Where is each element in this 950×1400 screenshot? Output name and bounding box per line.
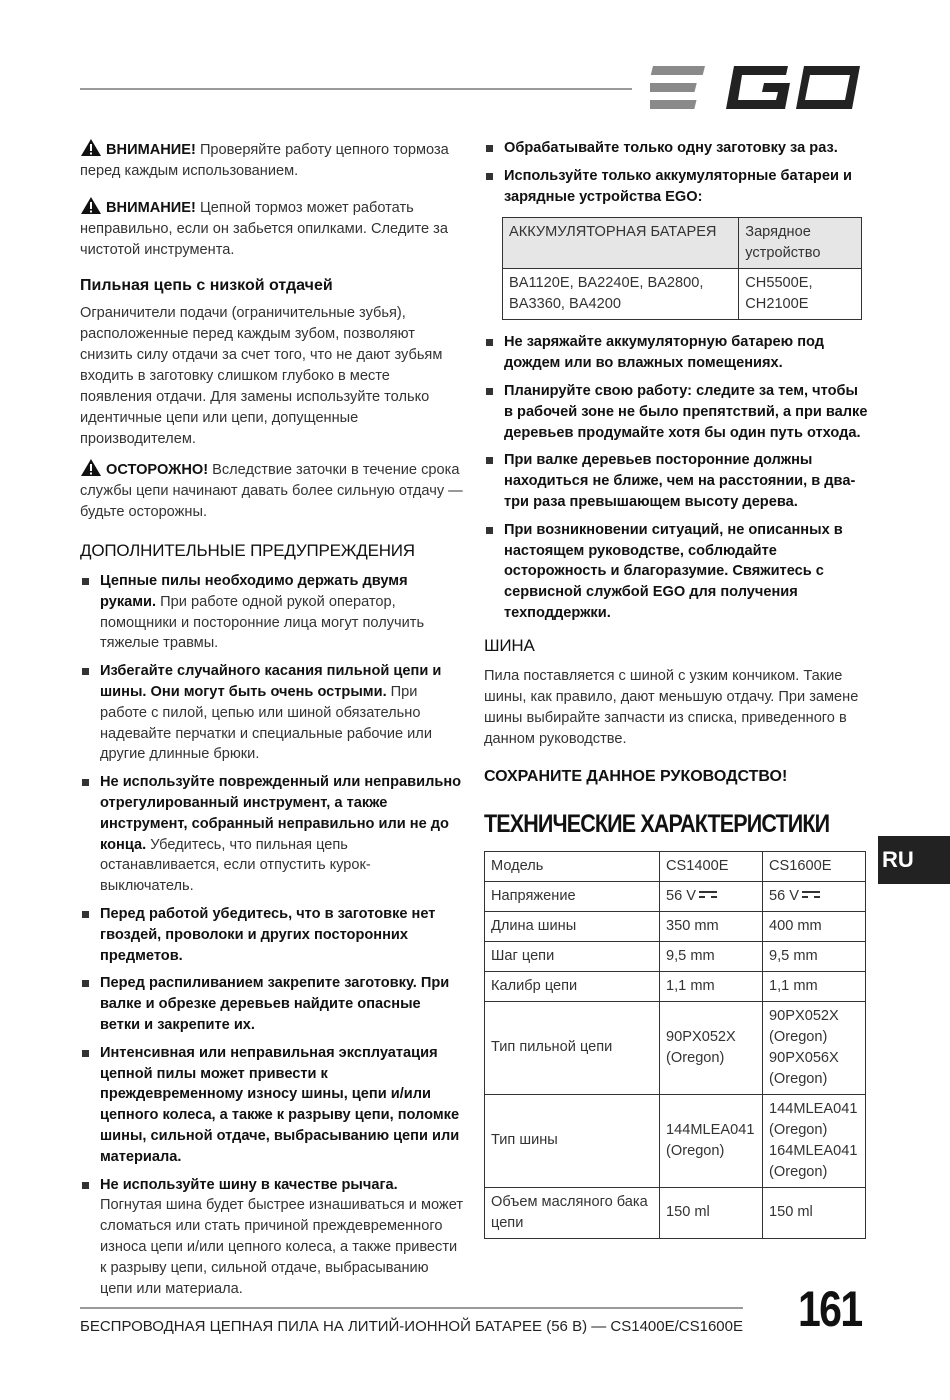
list-item-bold: При валке деревьев посторонние должны находиться не ближе, чем на расстоянии, в два-три раза превышающем высоту дерева. [504, 452, 856, 510]
spec-value [763, 971, 866, 1001]
spec-value [763, 941, 866, 971]
spec-row [485, 851, 866, 881]
list-item-bold: Перед распиливанием закрепите заготовку. При валке и обрезке деревьев найдите опасные ветки и закрепите их. [100, 975, 450, 1033]
list-item-bold: Не используйте поврежденный или неправильно отрегулированный инструмент, а также инструмент, собранный неправильно или не до конца. [100, 774, 462, 853]
warning-brake-check [80, 138, 463, 182]
spec-label [485, 881, 660, 911]
right-top-list [484, 138, 869, 207]
spec-cell-text: Напряжение [491, 887, 576, 904]
right-bottom-list [484, 332, 869, 623]
list-item [80, 661, 463, 765]
warning-brake-sawdust [80, 196, 463, 261]
battery-charger-table [502, 217, 862, 320]
spec-value [660, 941, 763, 971]
warning-label: ВНИМАНИЕ! [106, 200, 196, 216]
save-manual-text: СОХРАНИТЕ ДАННОЕ РУКОВОДСТВО! [484, 767, 788, 785]
spec-cell-text: Тип шины [491, 1132, 558, 1149]
dc-current-icon [802, 891, 820, 899]
page-number: 161 [798, 1281, 862, 1337]
caution-label: ОСТОРОЖНО! [106, 462, 209, 478]
spec-label [485, 1094, 660, 1187]
spec-cell-text: 9,5 mm [666, 947, 715, 964]
warning-text: Проверяйте работу цепного тормоза перед каждым использованием. [80, 142, 449, 179]
spec-value [660, 881, 763, 911]
spec-row [485, 1187, 866, 1238]
spec-value [660, 851, 763, 881]
list-item-text: Убедитесь, что пильная цепь останавливается, если отпустить курок-выключатель. [100, 836, 371, 895]
spec-cell-text: Шаг цепи [491, 947, 555, 964]
spec-row [485, 1094, 866, 1187]
spec-cell-text: 1,1 mm [769, 977, 818, 994]
spec-cell-text: Калибр цепи [491, 977, 578, 994]
battery-header: АККУМУЛЯТОРНАЯ БАТАРЕЯ [503, 218, 739, 269]
spec-label [485, 851, 660, 881]
spec-label [485, 941, 660, 971]
list-item [80, 973, 463, 1035]
list-item-bold: Интенсивная или неправильная эксплуатация цепной пилы может привести к преждевременному износу шины, цепи и/или цепного колеса, а также к разрыву цепи, поломке шины, сильной отдаче, выбрасыванию цепи или материала. [100, 1044, 460, 1165]
spec-value [763, 911, 866, 941]
spec-cell-text: 144MLEA041 (Oregon) 164MLEA041 (Oregon) [769, 1100, 858, 1180]
list-item-bold: Избегайте случайного касания пильной цепи и шины. Они могут быть очень острыми. [100, 663, 442, 700]
ego-logo [650, 62, 865, 114]
warning-triangle-icon [80, 196, 102, 215]
footer-title: БЕСПРОВОДНАЯ ЦЕПНАЯ ПИЛА НА ЛИТИЙ-ИОННОЙ БАТАРЕЕ (56 В) — CS1400E/CS1600E [80, 1318, 743, 1335]
spec-label [485, 1187, 660, 1238]
spec-cell-text: 90PX052X (Oregon) 90PX056X (Oregon) [769, 1007, 839, 1087]
battery-models: BA1120E, BA2240E, BA2800, BA3360, BA4200 [503, 269, 739, 320]
list-item [484, 138, 869, 159]
list-item-bold: Используйте только аккумуляторные батареи и зарядные устройства EGO: [504, 167, 852, 205]
list-item-bold: Перед работой убедитесь, что в заготовке нет гвоздей, проволоки и других посторонних предметов. [100, 905, 436, 964]
spec-label [485, 1001, 660, 1094]
header-rule [80, 88, 632, 90]
list-item [80, 1175, 463, 1300]
spec-value [660, 1094, 763, 1187]
list-item [80, 904, 463, 966]
list-item [484, 332, 869, 374]
spec-value [763, 1094, 866, 1187]
bar-text: Пила поставляется с шиной с узким кончиком. Такие шины, как правило, дают меньшую отдачу. При замене шины выбирайте запчасти из списка, приведенного в данном руководстве. [484, 667, 859, 747]
spec-cell-text: Модель [491, 857, 544, 874]
spec-value [763, 851, 866, 881]
spec-row [485, 1001, 866, 1094]
list-item-text: Погнутая шина будет быстрее изнашиваться и может сломаться или стать причиной преждевременного износа цепи и/или цепного колеса, а также привести к разрыву цепи, сильной отдаче, выбрасыванию цепи или материала. [100, 1197, 464, 1297]
low-kickback-text: Ограничители подачи (ограничительные зубья), расположенные перед каждым зубом, позволяют снизить силу отдачи за счет того, что не дают зубьям входить в заготовку слишком глубоко в месте появления отдачи. Для замены используйте только идентичные цепи или цепи, допущенные производителем. [80, 305, 443, 447]
list-item-text: При работе одной рукой оператор, помощники и посторонние лица могут получить тяжелые травмы. [100, 593, 425, 652]
dc-current-icon [699, 891, 717, 899]
charger-models: CH5500E, CH2100E [739, 269, 862, 320]
warning-label: ВНИМАНИЕ! [106, 142, 196, 158]
caution-sharpening [80, 458, 463, 523]
footer-rule [80, 1307, 743, 1309]
spec-cell-text: 150 ml [666, 1204, 710, 1221]
list-item-bold: Не заряжайте аккумуляторную батарею под дождем или во влажных помещениях. [504, 334, 824, 372]
specifications-table [484, 851, 866, 1239]
list-item-text: При работе с пилой, цепью или шиной обязательно надевайте перчатки и специальные рабочие или другие длинные брюки. [100, 683, 432, 763]
spec-cell-text: 144MLEA041 (Oregon) [666, 1121, 755, 1159]
spec-cell-text: 56 V [666, 887, 697, 904]
list-item-bold: Обрабатывайте только одну заготовку за раз. [504, 140, 838, 156]
spec-value [660, 1001, 763, 1094]
list-item [80, 1043, 463, 1168]
left-column [80, 138, 463, 1306]
list-item-bold: При возникновении ситуаций, не описанных в настоящем руководстве, соблюдайте осторожность и благоразумие. Свяжитесь с сервисной службой EGO для получения техподдержки. [504, 521, 843, 621]
spec-cell-text: 150 ml [769, 1204, 813, 1221]
spec-cell-text: 350 mm [666, 917, 719, 934]
spec-value [763, 881, 866, 911]
spec-value [660, 971, 763, 1001]
charger-header: Зарядное устройство [739, 218, 862, 269]
spec-row [485, 971, 866, 1001]
spec-row [485, 941, 866, 971]
list-item [484, 166, 869, 208]
spec-cell-text: 90PX052X (Oregon) [666, 1028, 736, 1066]
language-tab-ru: RU [878, 836, 950, 884]
spec-cell-text: Тип пильной цепи [491, 1039, 613, 1056]
list-item [484, 450, 869, 512]
spec-value [660, 1187, 763, 1238]
list-item [484, 520, 869, 624]
spec-cell-text: Длина шины [491, 917, 577, 934]
spec-row [485, 881, 866, 911]
spec-cell-text: CS1600E [769, 857, 832, 874]
warning-triangle-icon [80, 138, 102, 157]
warning-text: Цепной тормоз может работать неправильно, если он забьется опилками. Следите за чистотой инструмента. [80, 200, 448, 258]
spec-cell-text: 1,1 mm [666, 977, 715, 994]
bar-heading: ШИНА [484, 635, 535, 655]
right-column [484, 138, 869, 1239]
spec-cell-text: 56 V [769, 887, 800, 904]
specifications-title: ТЕХНИЧЕСКИЕ ХАРАКТЕРИСТИКИ [484, 809, 830, 838]
spec-value [660, 911, 763, 941]
list-item-bold: Планируйте свою работу: следите за тем, чтобы в рабочей зоне не было препятствий, а при валке деревьев продумайте хотя бы один путь отхода. [504, 382, 868, 441]
warning-triangle-icon [80, 458, 102, 477]
spec-cell-text: 400 mm [769, 917, 822, 934]
list-item [80, 571, 463, 654]
spec-row [485, 911, 866, 941]
low-kickback-heading: Пильная цепь с низкой отдачей [80, 277, 333, 294]
list-item [484, 381, 869, 443]
list-item-bold: Не используйте шину в качестве рычага. [100, 1176, 398, 1193]
spec-label [485, 911, 660, 941]
additional-warnings-heading: ДОПОЛНИТЕЛЬНЫЕ ПРЕДУПРЕЖДЕНИЯ [80, 541, 415, 560]
spec-value [763, 1187, 866, 1238]
spec-cell-text: Объем масляного бака цепи [491, 1193, 648, 1231]
additional-warnings-list [80, 571, 463, 1299]
spec-cell-text: 9,5 mm [769, 947, 818, 964]
caution-text: Вследствие заточки в течение срока службы цепи начинают давать более сильную отдачу — будьте осторожны. [80, 462, 463, 520]
spec-value [763, 1001, 866, 1094]
spec-label [485, 971, 660, 1001]
list-item [80, 772, 463, 897]
spec-cell-text: CS1400E [666, 857, 729, 874]
list-item-bold: Цепные пилы необходимо держать двумя руками. [100, 573, 408, 610]
